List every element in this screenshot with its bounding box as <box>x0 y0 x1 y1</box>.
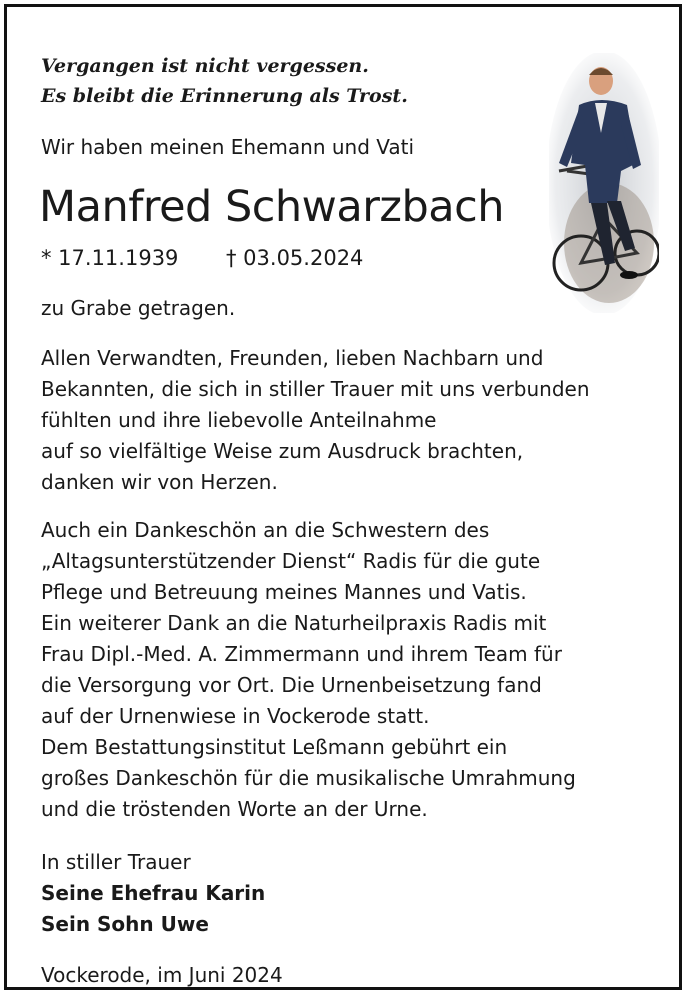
buried-text: zu Grabe getragen. <box>41 296 236 320</box>
text-line: Frau Dipl.-Med. A. Zimmermann und ihrem Team für <box>41 642 562 666</box>
text-line: auf so vielfältige Weise zum Ausdruck brachten, <box>41 439 524 463</box>
motto-line-2: Es bleibt die Erinnerung als Trost. <box>41 85 408 107</box>
text-line: fühlten und ihre liebevolle Anteilnahme <box>41 408 437 432</box>
place-date: Vockerode, im Juni 2024 <box>41 963 283 987</box>
thanks-paragraph-1 <box>41 343 590 498</box>
mourning-line: In stiller Trauer <box>41 850 191 874</box>
motto-line-1: Vergangen ist nicht vergessen. <box>41 55 369 77</box>
text-line: Auch ein Dankeschön an die Schwestern des <box>41 518 490 542</box>
thanks-paragraph-2 <box>41 515 576 825</box>
text-line: „Altagsunterstützender Dienst“ Radis für die gute <box>41 549 541 573</box>
text-line: großes Dankeschön für die musikalische Umrahmung <box>41 766 576 790</box>
signer-son: Sein Sohn Uwe <box>41 912 209 936</box>
life-dates <box>41 243 364 273</box>
text-line: und die tröstenden Worte an der Urne. <box>41 797 428 821</box>
text-line: Bekannten, die sich in stiller Trauer mit uns verbunden <box>41 377 590 401</box>
text-line: Ein weiterer Dank an die Naturheilpraxis Radis mit <box>41 611 547 635</box>
birth-date: * 17.11.1939 <box>41 246 179 270</box>
deceased-name: Manfred Schwarzbach <box>39 182 504 232</box>
closing-signature <box>41 847 265 940</box>
text-line: Pflege und Betreuung meines Mannes und Vatis. <box>41 580 527 604</box>
text-line: auf der Urnenwiese in Vockerode statt. <box>41 704 430 728</box>
motto <box>41 51 408 111</box>
text-line: danken wir von Herzen. <box>41 470 278 494</box>
signer-wife: Seine Ehefrau Karin <box>41 881 266 905</box>
obituary-frame <box>4 4 682 990</box>
text-line: Dem Bestattungsinstitut Leßmann gebührt ein <box>41 735 508 759</box>
intro-text: Wir haben meinen Ehemann und Vati <box>41 135 415 159</box>
text-line: Allen Verwandten, Freunden, lieben Nachbarn und <box>41 346 544 370</box>
portrait-photo-cyclist <box>549 53 659 313</box>
text-line: die Versorgung vor Ort. Die Urnenbeisetzung fand <box>41 673 542 697</box>
death-date: † 03.05.2024 <box>226 246 364 270</box>
